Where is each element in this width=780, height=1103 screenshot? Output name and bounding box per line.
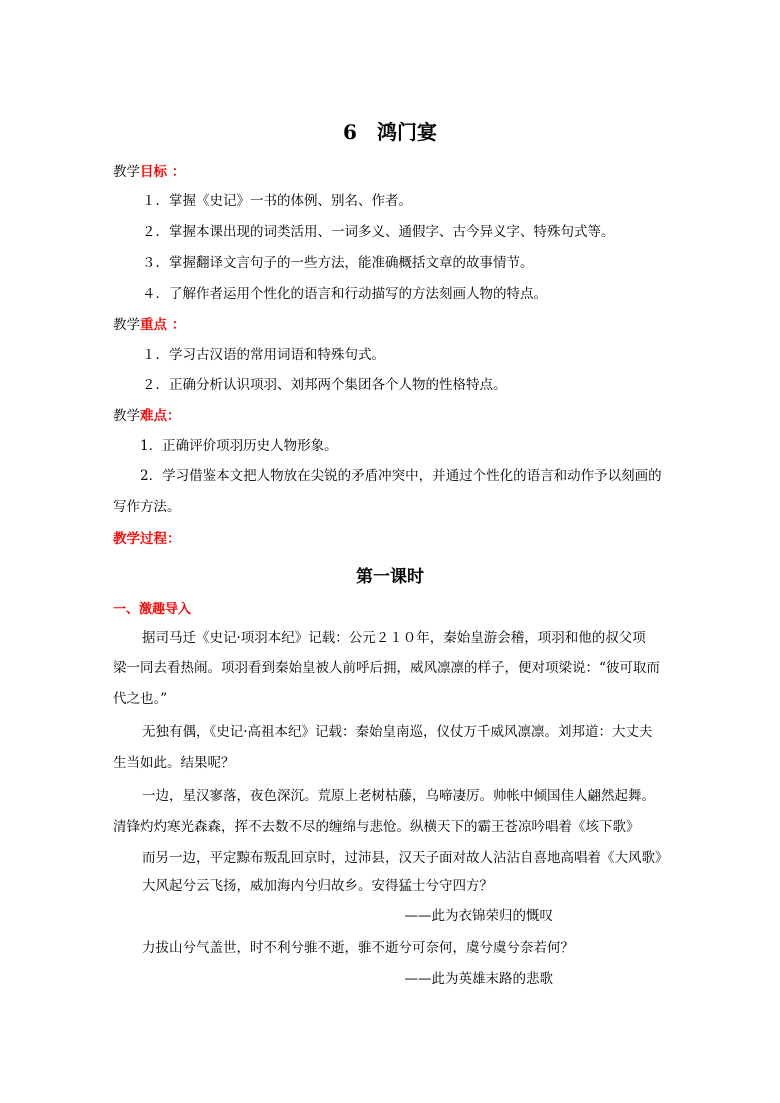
list-item: 1．正确评价项羽历史人物形象。 [140, 438, 338, 454]
paragraph-line: 代之也。” [113, 691, 168, 707]
list-item: ２．掌握本课出现的词类活用、一词多义、通假字、古今异义字、特殊句式等。 [142, 224, 615, 240]
paragraph-line: 梁一同去看热闹。项羽看到秦始皇被人前呼后拥，威风凛凛的样子，便对项梁说：“彼可取而 [113, 660, 660, 676]
list-item: １．掌握《史记》一书的体例、别名、作者。 [142, 193, 412, 209]
poem-attribution: ——此为衣锦荣归的慨叹 [404, 908, 553, 924]
key-points-label: 重点 [140, 317, 167, 333]
poem-line: 大风起兮云飞扬，威加海内兮归故乡。安得猛士兮守四方？ [142, 878, 493, 894]
poem-line: 力拔山兮气盖世，时不利兮骓不逝，骓不逝兮可奈何，虞兮虞兮奈若何？ [142, 940, 574, 956]
objectives-suffix: ： [167, 164, 186, 180]
difficulties-label: 难点： [140, 408, 181, 424]
paragraph-line: 清锋灼灼寒光森森，挥不去数不尽的缠绵与悲怆。纵横天下的霸王苍凉吟唱着《垓下歌》 [113, 819, 640, 835]
difficulties-heading [113, 406, 181, 426]
section-heading: 一、激趣导入 [113, 602, 192, 617]
paragraph-line: 而另一边，平定黥布叛乱回京时，过沛县，汉天子面对故人沾沾自喜地高唱着《大风歌》 [142, 850, 669, 866]
paragraph-line: 无独有偶，《史记·高祖本纪》记载：秦始皇南巡，仪仗万千威风凛凛。刘邦道：大丈夫 [142, 724, 653, 740]
list-item: ２．正确分析认识项羽、刘邦两个集团各个人物的性格特点。 [142, 377, 507, 393]
list-item-continuation: 写作方法。 [113, 499, 181, 515]
key-points-heading [113, 315, 185, 335]
key-points-suffix: ： [167, 317, 186, 333]
paragraph-line: 据司马迁《史记·项羽本纪》记载：公元２１０年，秦始皇游会稽，项羽和他的叔父项 [142, 630, 646, 646]
objectives-prefix: 教学 [113, 164, 140, 180]
list-item: １．学习古汉语的常用词语和特殊句式。 [142, 347, 385, 363]
paragraph-line: 生当如此。结果呢？ [113, 755, 235, 771]
paragraph-line: 一边，星汉寥落，夜色深沉。荒原上老树枯藤，乌啼凄厉。帅帐中倾国佳人翩然起舞。 [142, 788, 655, 804]
list-item: ４．了解作者运用个性化的语言和行动描写的方法刻画人物的特点。 [142, 286, 547, 302]
list-item: ３．掌握翻译文言句子的一些方法，能准确概括文章的故事情节。 [142, 255, 534, 271]
key-points-prefix: 教学 [113, 317, 140, 333]
objectives-label: 目标 [140, 164, 167, 180]
page-title: 6 鸿门宴 [343, 120, 437, 144]
process-heading: 教学过程： [113, 531, 181, 547]
lesson-title: 第一课时 [356, 567, 424, 587]
objectives-heading [113, 162, 185, 182]
difficulties-prefix: 教学 [113, 408, 140, 424]
list-item: 2．学习借鉴本文把人物放在尖锐的矛盾冲突中，并通过个性化的语言和动作予以刻画的 [140, 468, 662, 484]
poem-attribution: ——此为英雄末路的悲歌 [404, 971, 553, 987]
